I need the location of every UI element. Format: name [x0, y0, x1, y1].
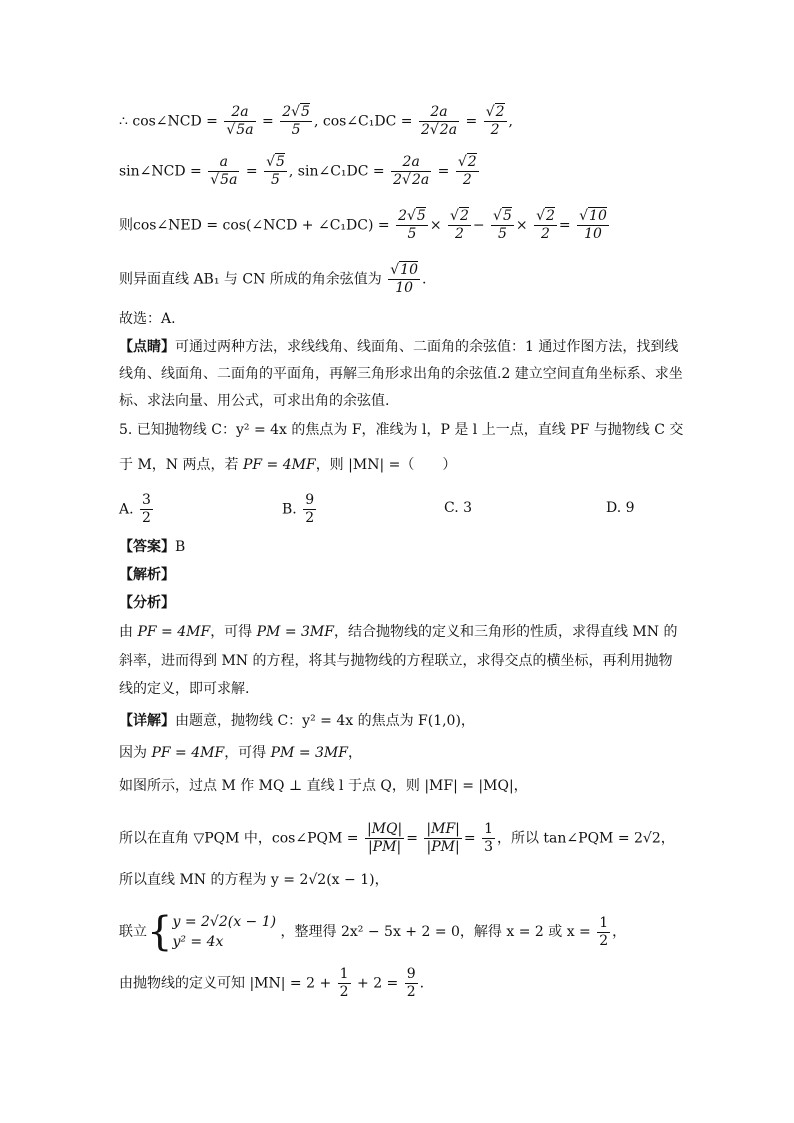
- equation-system: [172, 912, 276, 952]
- fenxi-vector-1: PF = 4MF: [137, 624, 211, 640]
- ned-prefix: 则: [119, 217, 133, 234]
- option-a-value: $\frac{3}{2}$: [142, 492, 151, 526]
- ned-term-1: $\frac{2√5}{5}$: [398, 208, 426, 242]
- detail-label: 【详解】: [119, 713, 175, 729]
- option-d: D. 9: [606, 500, 635, 516]
- mn-half-fraction: $\frac{1}{2}$: [339, 966, 349, 1000]
- tip-line-2: 线角、线面角、二面角的平面角，再解三角形求出角的余弦值.2 建立空间直角坐标系、求坐: [119, 366, 683, 382]
- sin-ncd-fraction: $\frac{a}{√5a}$: [210, 154, 238, 188]
- detail-line-6: 联立{ y = 2√2(x − 1) y² = 4x ，整理得 2x² − 5x + 2 = 0，解得 x = 2 或 x = $\frac{1}{2}$ ，: [119, 909, 627, 955]
- detail-text-1: 由题意，抛物线 C：y² = 4x 的焦点为 F(1,0)，: [175, 713, 475, 729]
- detail-2-post: ，: [347, 745, 362, 761]
- one-third-fraction: $\frac{1}{3}$: [484, 821, 493, 855]
- detail-4-pre: 所以在直角 ▽PQM 中，cos∠PQM =: [119, 830, 359, 847]
- tip-line-1: [119, 337, 678, 357]
- sin-ncd-result: $\frac{√5}{5}$: [266, 154, 285, 188]
- question-5-line-2: [119, 455, 456, 475]
- fenxi-1-post: ，结合抛物线的定义和三角形的性质，求得直线 MN 的: [333, 624, 678, 640]
- answer-value: B: [175, 539, 186, 555]
- ned-term-3: $\frac{√5}{5}$: [493, 208, 512, 242]
- select-a-line: 故选：A.: [119, 311, 176, 327]
- question-5-line-1: 5. 已知抛物线 C：y² = 4x 的焦点为 F，准线为 l，P 是 l 上一点，直线 PF 与抛物线 C 交: [119, 422, 684, 438]
- tip-text-1: 可通过两种方法，求线线角、线面角、二面角的余弦值：1 通过作图方法，找到线: [175, 339, 679, 355]
- answer-label: 【答案】: [119, 539, 175, 555]
- detail-vector-1: PF = 4MF: [151, 745, 225, 761]
- cos-ncd-fraction: $\frac{2a}{√5a}$: [226, 104, 254, 138]
- detail-line-7: [119, 966, 424, 1001]
- cos-ncd-prefix: ∴ cos∠NCD =: [119, 113, 218, 130]
- system-eq-2: y² = 4x: [172, 934, 224, 950]
- detail-7-mid: + 2 =: [357, 975, 399, 992]
- fenxi-1-mid: ，可得: [210, 624, 253, 640]
- cos-c1dc-label: , cos∠C₁DC =: [313, 113, 413, 130]
- detail-line-5: 所以直线 MN 的方程为 y = 2√2(x − 1)，: [119, 872, 389, 888]
- ned-term-2: $\frac{√2}{2}$: [450, 208, 469, 242]
- detail-line-4: 所以在直角 ▽PQM 中，cos∠PQM = $\frac{|MQ|}{|PM|}$ = $\frac{|MF|}{|PM|}$ = $\frac{1}{3}$ ，所以 tan∠PQM = 2√2，: [119, 821, 675, 855]
- ned-expression: cos∠NED = cos(∠NCD + ∠C₁DC) =: [133, 217, 390, 234]
- detail-line-1: [119, 711, 475, 731]
- system-brace: {: [147, 909, 173, 955]
- detail-7-end: .: [419, 975, 425, 992]
- detail-2-pre: 因为: [119, 745, 147, 761]
- option-a-label: A.: [119, 501, 134, 518]
- detail-line-3: 如图所示，过点 M 作 MQ ⊥ 直线 l 于点 Q，则 |MF| = |MQ|，: [119, 778, 528, 794]
- detail-vector-2: PM = 3MF: [270, 745, 348, 761]
- detail-2-mid: ，可得: [224, 745, 267, 761]
- q5-vector-condition: PF = 4MF: [242, 457, 316, 473]
- fenxi-line-3: 线的定义，即可求解.: [119, 681, 250, 697]
- fenxi-1-pre: 由: [119, 624, 133, 640]
- option-a: [119, 492, 155, 527]
- sin-c1dc-result: $\frac{√2}{2}$: [457, 154, 477, 188]
- mf-pm-fraction: $\frac{|MF|}{|PM|}$: [426, 821, 460, 855]
- tip-label: 【点睛】: [119, 339, 175, 355]
- option-b-value: $\frac{9}{2}$: [305, 492, 315, 526]
- sin-c1dc-label: , sin∠C₁DC =: [288, 163, 385, 180]
- detail-4-post: ，所以 tan∠PQM = 2√2，: [496, 830, 675, 847]
- cos-ncd-result: $\frac{2√5}{5}$: [282, 104, 310, 138]
- fenxi-line-2: 斜率，进而得到 MN 的方程，将其与抛物线的方程联立，求得交点的横坐标，再利用抛物: [119, 653, 673, 669]
- cos-c1dc-fraction: $\frac{2a}{2√2a}$: [420, 104, 458, 138]
- nine-half-fraction: $\frac{9}{2}$: [406, 966, 416, 1000]
- conclusion-line: 则异面直线 AB₁ 与 CN 所成的角余弦值为 $\frac{√10}{10}$ .: [119, 262, 427, 296]
- eq-cos-line: ∴ cos∠NCD = $\frac{2a}{√5a}$ = $\frac{2√5}{5}$ , cos∠C₁DC = $\frac{2a}{2√2a}$ = $\frac{√2}{2}$ ,: [119, 104, 513, 138]
- conclusion-value: $\frac{√10}{10}$: [390, 262, 418, 296]
- mq-pm-fraction: $\frac{|MQ|}{|PM|}$: [366, 821, 403, 855]
- answer-line: [119, 537, 185, 557]
- conclusion-text: 则异面直线 AB₁ 与 CN 所成的角余弦值为: [119, 271, 382, 288]
- detail-line-2: [119, 743, 362, 763]
- eq-sin-line: sin∠NCD = $\frac{a}{√5a}$ = $\frac{√5}{5}$ , sin∠C₁DC = $\frac{2a}{2√2a}$ = $\frac{√2}{2}$: [119, 154, 477, 188]
- ned-term-4: $\frac{√2}{2}$: [536, 208, 555, 242]
- detail-6-post: ，整理得 2x² − 5x + 2 = 0，解得 x = 2 或 x =: [280, 924, 591, 940]
- sin-c1dc-fraction: $\frac{2a}{2√2a}$: [393, 154, 430, 188]
- option-b: [282, 492, 318, 527]
- analysis-label: 【解析】: [119, 567, 175, 583]
- fenxi-label: 【分析】: [119, 595, 175, 611]
- half-fraction: $\frac{1}{2}$: [599, 914, 609, 949]
- detail-6-pre: 联立: [119, 924, 147, 940]
- ned-result: $\frac{√10}{10}$: [579, 208, 607, 242]
- sin-ncd-prefix: sin∠NCD =: [119, 163, 202, 180]
- option-c: C. 3: [444, 500, 473, 516]
- fenxi-vector-2: PM = 3MF: [256, 624, 334, 640]
- tip-line-3: 标、求法向量、用公式，可求出角的余弦值.: [119, 393, 390, 409]
- eq-ned-line: 则cos∠NED = cos(∠NCD + ∠C₁DC) = $\frac{2√5}{5}$ × $\frac{√2}{2}$ − $\frac{√5}{5}$ × $\frac{√2}{2}$ = $\frac{√10}{10}$: [119, 208, 607, 242]
- detail-7-pre: 由抛物线的定义可知 |MN| = 2 +: [119, 975, 332, 992]
- option-b-label: B.: [282, 501, 297, 518]
- system-eq-1: y = 2√2(x − 1): [172, 914, 277, 930]
- q5-text-2-pre: 于 M，N 两点，若: [119, 457, 239, 473]
- cos-c1dc-result: $\frac{√2}{2}$: [485, 104, 505, 138]
- fenxi-line-1: [119, 622, 677, 642]
- q5-text-2-post: ，则 |MN| =（ ）: [315, 457, 457, 473]
